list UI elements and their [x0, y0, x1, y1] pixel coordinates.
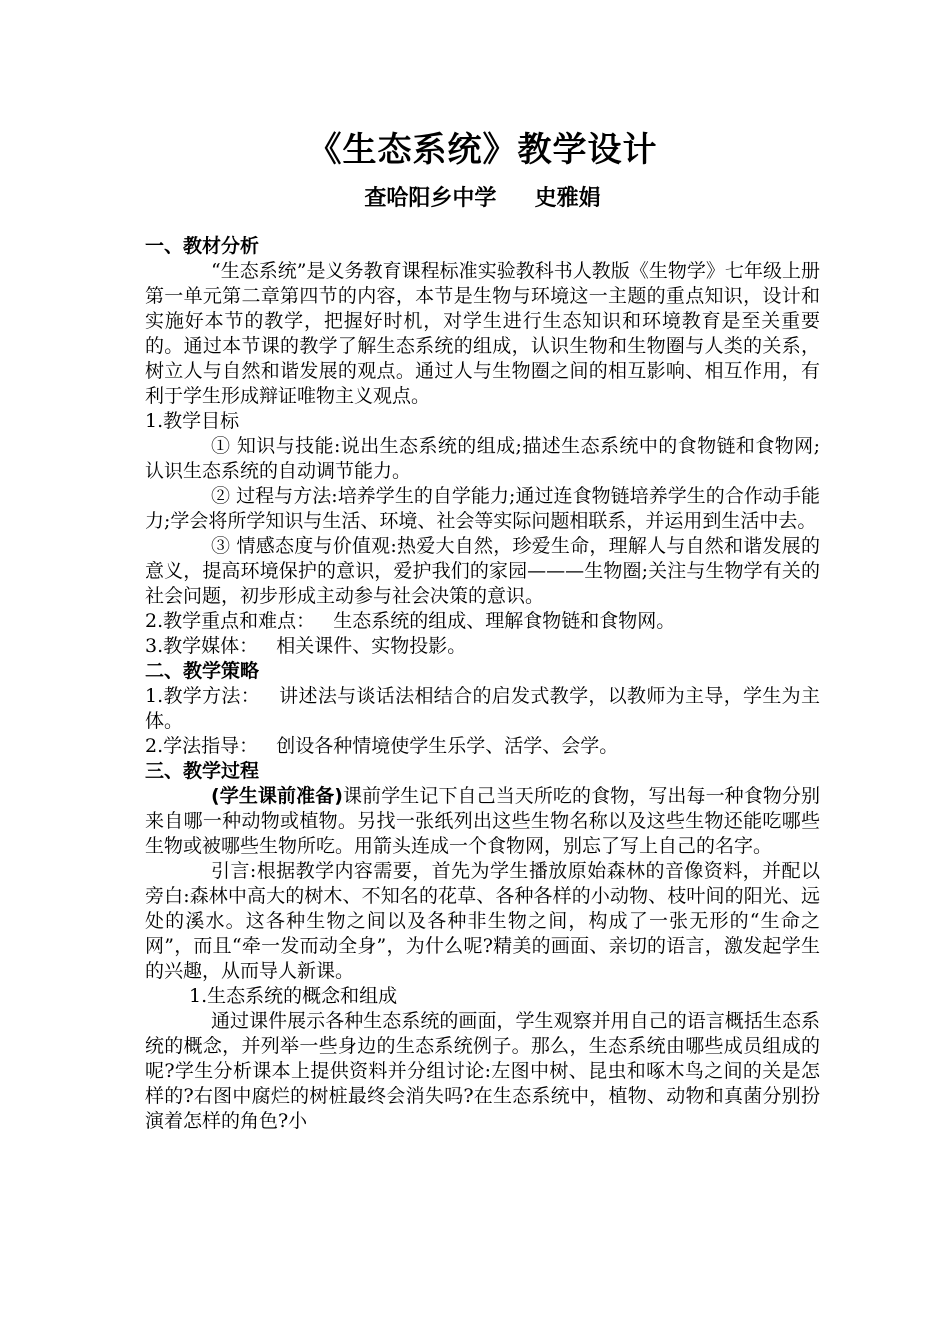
- introduction-paragraph: 引言:根据教学内容需要，首先为学生播放原始森林的音像资料，并配以旁白:森林中高大的树木、不知名的花草、各种各样的小动物、枝叶间的阳光、远处的溪水。这各种生物之间以及各种非生物之间，构成了一张无形的“生命之网”，而且“牵一发而动全身”，为什么呢?精美的画面、亲切的语言，激发起学生的兴趣，从而导人新课。: [145, 860, 820, 982]
- document-body: [145, 128, 820, 1134]
- teaching-media-line: 3.教学媒体： 相关课件、实物投影。: [145, 635, 467, 657]
- section-heading-teaching-process: 三、教学过程: [145, 760, 260, 782]
- student-preparation-paragraph: [145, 784, 820, 859]
- material-analysis-paragraph: “生态系统”是义务教育课程标准实验教科书人教版《生物学》七年级上册第一单元第二章第四节的内容，本节是生物与环境这一主题的重点知识，设计和实施好本节的教学，把握好时机，对学生进行生态知识和环境教育是至关重要的。通过本节课的教学了解生态系统的组成，认识生物和生物圈与人类的关系，树立人与自然和谐发展的观点。通过人与生物圈之间的相互影响、相互作用，有利于学生形成辩证唯物主义观点。: [145, 260, 820, 407]
- section-heading-teaching-strategy: 二、教学策略: [145, 660, 260, 682]
- goal-knowledge-skills: ① 知识与技能:说出生态系统的组成;描述生态系统中的食物链和食物网;认识生态系统的自动调节能力。: [145, 435, 820, 482]
- goal-process-methods: ② 过程与方法:培养学生的自学能力;通过连食物链培养学生的合作动手能力;学会将所学知识与生活、环境、社会等实际问题相联系，并运用到生活中去。: [145, 485, 820, 532]
- student-preparation-text: 课前学生记下自己当天所吃的食物，写出每一种食物分别来自哪一种动物或植物。另找一张纸列出这些生物名称以及这些生物还能吃哪些生物或被哪些生物所吃。用箭头连成一个食物网，别忘了写上自己的名字。: [145, 785, 820, 857]
- learning-guidance-line: 2.学法指导： 创设各种情境使学生乐学、活学、会学。: [145, 735, 619, 757]
- section-heading-material-analysis: 一、教材分析: [145, 235, 260, 257]
- student-preparation-label: (学生课前准备): [211, 785, 343, 807]
- goal-emotion-values: ③ 情感态度与价值观:热爱大自然，珍爱生命，理解人与自然和谐发展的意义，提高环境保护的意识，爱护我们的家园———生物圈;关注与生物学有关的社会问题，初步形成主动参与社会决策的意识。: [145, 535, 820, 607]
- author-byline: 查哈阳乡中学 史雅娟: [364, 186, 601, 211]
- teaching-method-line: 1.教学方法： 讲述法与谈话法相结合的启发式教学，以教师为主导，学生为主体。: [145, 685, 820, 732]
- key-points-line: 2.教学重点和难点： 生态系统的组成、理解食物链和食物网。: [145, 610, 676, 632]
- subsection-heading-concept: 1.生态系统的概念和组成: [189, 985, 398, 1007]
- teaching-goals-heading: 1.教学目标: [145, 410, 240, 432]
- concept-paragraph: 通过课件展示各种生态系统的画面，学生观察并用自己的语言概括生态系统的概念，并列举一些身边的生态系统例子。那么，生态系统由哪些成员组成的呢?学生分析课本上提供资料并分组讨论:左图中树、昆虫和啄木鸟之间的关是怎样的?右图中腐烂的树桩最终会消失吗?在生态系统中，植物、动物和真菌分别扮演着怎样的角色?小: [145, 1010, 820, 1132]
- document-title: 《生态系统》教学设计: [307, 130, 658, 170]
